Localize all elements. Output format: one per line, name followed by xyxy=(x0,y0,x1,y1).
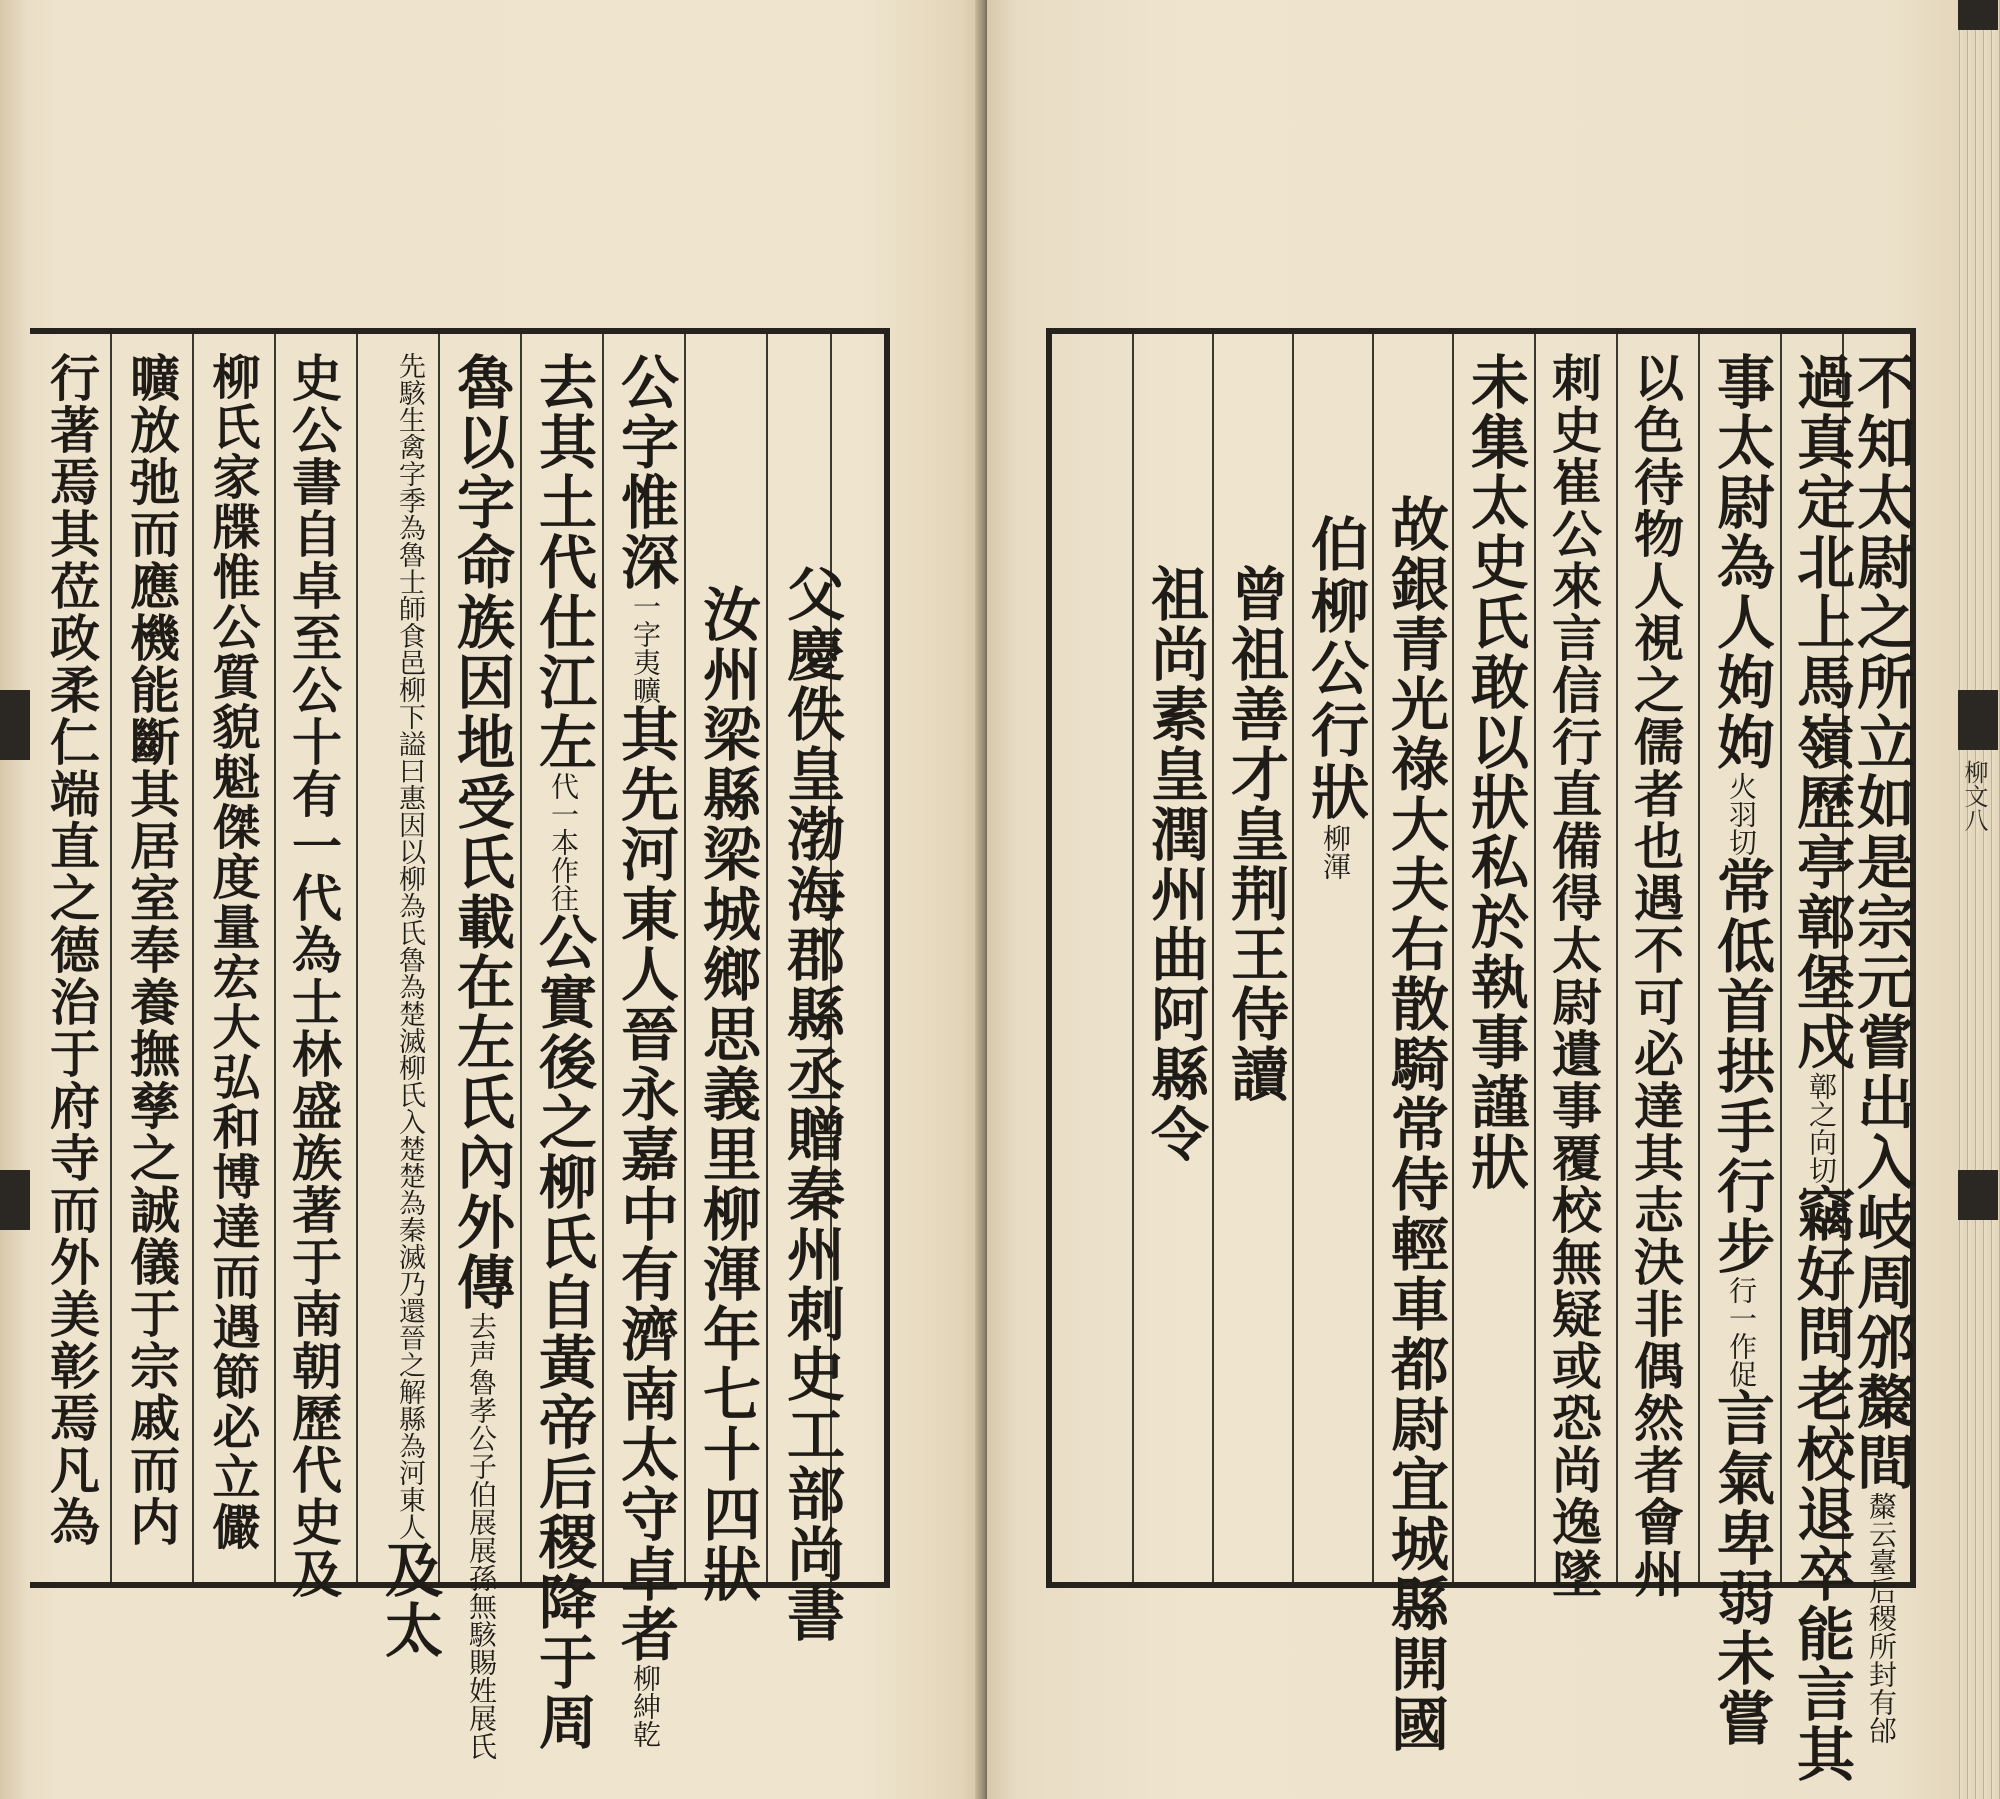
fold-mark xyxy=(1958,690,1998,750)
annotation: 斄云臺后稷所封有邰 xyxy=(1865,1492,1898,1744)
text-column: 事太尉為人姁姁火羽切常低首拱手行步行一作促言氣卑弱未嘗 xyxy=(1707,352,1775,1748)
left-page-edge xyxy=(0,0,28,1799)
text-column: 未集太史氏敢以狀私於執事謹狀 xyxy=(1461,352,1529,1192)
text-column xyxy=(1301,514,1369,880)
annotation: 火羽切 xyxy=(1725,772,1758,856)
text-column: 故銀青光祿大夫右散騎常侍輕車都尉宜城縣開國 xyxy=(1381,494,1449,1754)
annotation: 行一作促 xyxy=(1725,1276,1758,1388)
text-column: 行著焉其莅政柔仁端直之德治于府寺而外美彰焉凡為 xyxy=(42,352,101,1548)
page-edges xyxy=(1955,0,2000,1799)
right-page xyxy=(987,0,1970,1799)
author-annotation: 柳渾 xyxy=(1319,824,1352,880)
fold-mark xyxy=(1958,0,1998,30)
left-page xyxy=(0,0,983,1799)
text-column: 父慶佚皇渤海郡縣丞贈秦州刺史工部尚書 xyxy=(777,564,845,1644)
text-column: 以色待物人視之儒者也遇不可必達其志決非偶然者會州 xyxy=(1626,352,1685,1600)
annotation: 鄣之向切 xyxy=(1805,1072,1838,1184)
text-column: 過真定北上馬嶺歷亭鄣堡戍鄣之向切竊好問老校退卒能言其 xyxy=(1787,352,1855,1784)
annotation: 代一本作往 xyxy=(547,772,580,912)
left-edge-tab xyxy=(0,690,30,760)
text-column: 祖尚素皇潤州曲阿縣令 xyxy=(1141,564,1209,1164)
left-edge-tab xyxy=(0,1170,30,1230)
annotation: 先駭生禽字季為魯士師食邑柳下謚曰惠因以柳為氏魯為楚滅柳氏入楚楚為秦滅乃還晉之解縣為河東人 xyxy=(394,352,425,1540)
text-column: 柳氏家牒惟公質貌魁傑度量宏大弘和博達而遇節必立儼 xyxy=(204,352,260,1552)
annotation: 柳紳乾 xyxy=(629,1664,662,1748)
annotation: 一字夷曠 xyxy=(629,592,662,704)
text-column: 魯以字命族因地受氏載在左氏內外傳去声魯孝公子伯展展孫無駭賜姓展氏 xyxy=(447,352,515,1760)
text-column: 汝州梁縣梁城鄉思義里柳渾年七十四狀 xyxy=(693,584,761,1604)
text-column: 先駭生禽字季為魯士師食邑柳下謚曰惠因以柳為氏魯為楚滅柳氏入楚楚為秦滅乃還晉之解縣為河東人及太 xyxy=(375,352,443,1660)
text-column: 公字惟深一字夷曠其先河東人晉永嘉中有濟南太守卓者柳紳乾 xyxy=(611,352,679,1748)
text-column: 去其土代仕江左代一本作往公實後之柳氏自黃帝后稷降于周 xyxy=(529,352,597,1752)
text-column: 不知太尉之所立如是宗元嘗出入岐周邠斄間斄云臺后稷所封有邰 xyxy=(1847,352,1915,1744)
annotation: 去声魯孝公子伯展展孫無駭賜姓展氏 xyxy=(465,1312,498,1760)
fold-mark xyxy=(1958,1170,1998,1220)
right-text-frame xyxy=(1046,328,1916,1784)
left-text-frame xyxy=(30,328,890,1760)
text-column: 曾祖善才皇荆王侍讀 xyxy=(1221,564,1289,1104)
text-column: 曠放弛而應機能斷其居室奉養撫孳之誠儀于宗戚而内 xyxy=(122,352,181,1548)
document-title: 伯柳公行狀 xyxy=(1301,514,1369,824)
text-column: 刺史崔公來言信行直備得太尉遺事覆校無疑或恐尚逸墜 xyxy=(1544,352,1603,1600)
fold-label: 柳文八 xyxy=(1960,760,1988,832)
text-column: 史公書自卓至公十有一代為士林盛族著于南朝歷代史及 xyxy=(284,352,343,1600)
